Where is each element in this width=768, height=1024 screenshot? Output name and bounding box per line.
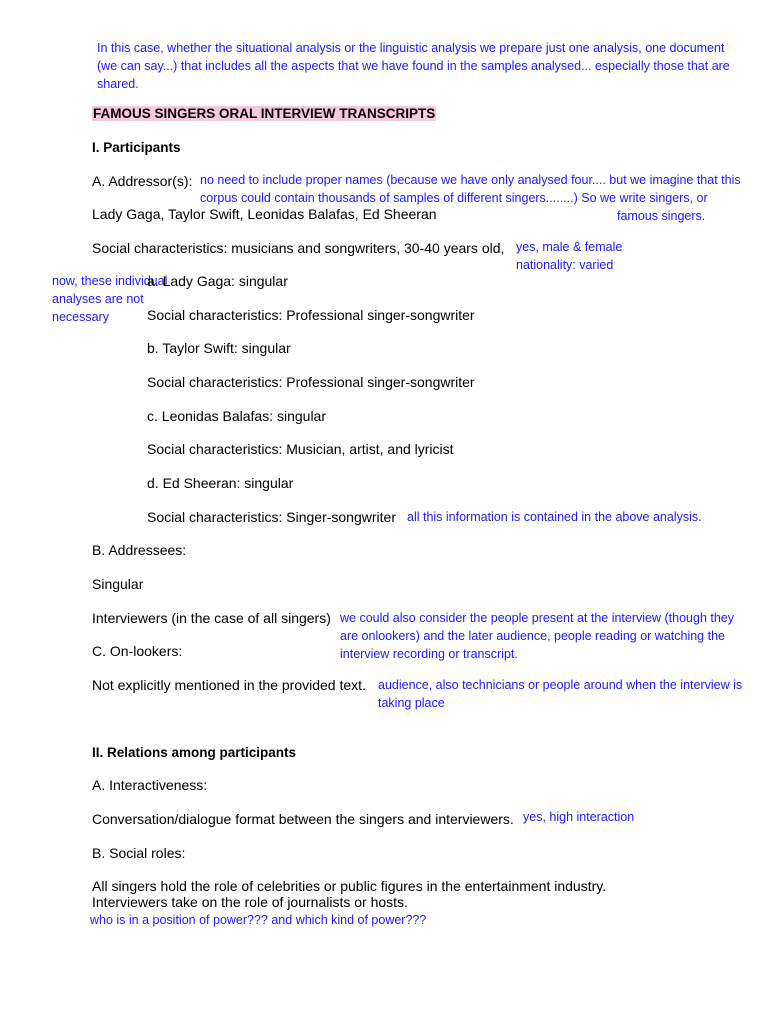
annotation-line: are onlookers) and the later audience, people reading or watching the (340, 629, 725, 643)
annotation-line: analyses are not (52, 292, 144, 306)
annotation-line: (we can say...) that includes all the aspects that we have found in the samples analysed... especially those that are (97, 59, 730, 73)
annotation-line: necessary (52, 310, 109, 324)
list-item: a. Lady Gaga: singular (147, 273, 288, 289)
annotation-line: we could also consider the people present at the interview (though they (340, 611, 734, 625)
list-item: b. Taylor Swift: singular (147, 340, 291, 356)
list-item: d. Ed Sheeran: singular (147, 475, 294, 491)
annotation-line: taking place (378, 696, 445, 710)
roles-line: Interviewers take on the role of journalists or hosts. (92, 894, 408, 910)
annotation-line: no need to include proper names (because we have only analysed four.... but we imagine that this (200, 173, 741, 187)
intro-annotation (97, 39, 757, 93)
social-characteristics-line: Social characteristics: musicians and songwriters, 30-40 years old, (92, 240, 505, 256)
onlookers-label: C. On-lookers: (92, 643, 183, 659)
contained-annotation: all this information is contained in the above analysis. (407, 510, 702, 524)
addressor-value: Lady Gaga, Taylor Swift, Leonidas Balafas, Ed Sheeran (92, 206, 437, 222)
annotation-line: now, these individual (52, 274, 168, 288)
addressees-label: B. Addressees: (92, 542, 187, 558)
addressees-value: Singular (92, 576, 144, 592)
annotation-line: In this case, whether the situational analysis or the linguistic analysis we prepare just one analysis, one document (97, 41, 725, 55)
document-title-text: FAMOUS SINGERS ORAL INTERVIEW TRANSCRIPTS (93, 106, 436, 121)
interaction-annotation: yes, high interaction (523, 810, 635, 824)
list-item: Social characteristics: Singer-songwriter (147, 509, 396, 525)
power-annotation: who is in a position of power??? and which kind of power??? (90, 913, 427, 927)
section-heading-relations: II. Relations among participants (92, 745, 297, 760)
annotation-line: nationality: varied (516, 258, 614, 272)
annotation-line: yes, male & female (516, 240, 623, 254)
onlookers-value: Not explicitly mentioned in the provided text. (92, 677, 366, 693)
list-item: c. Leonidas Balafas: singular (147, 408, 326, 424)
list-item: Social characteristics: Musician, artist, and lyricist (147, 441, 454, 457)
interactiveness-value: Conversation/dialogue format between the singers and interviewers. (92, 811, 514, 827)
annotation-line: shared. (97, 77, 139, 91)
annotation-line: audience, also technicians or people around when the interview is (378, 678, 743, 692)
list-item: Social characteristics: Professional singer-songwriter (147, 374, 475, 390)
gender-annotation (516, 238, 622, 274)
annotation-line: interview recording or transcript. (340, 647, 518, 661)
onlookers-annotation (340, 609, 760, 663)
list-item: Social characteristics: Professional singer-songwriter (147, 307, 475, 323)
document-title (92, 105, 436, 122)
roles-line: All singers hold the role of celebrities or public figures in the entertainment industry. (92, 878, 607, 894)
addressees-interviewers: Interviewers (in the case of all singers) (92, 610, 331, 626)
annotation-line: famous singers. (617, 209, 706, 223)
annotation-line: corpus could contain thousands of samples of different singers........) So we write singers, or (200, 191, 708, 205)
audience-annotation (378, 676, 763, 712)
section-heading-participants: I. Participants (92, 140, 181, 155)
social-roles-label: B. Social roles: (92, 845, 186, 861)
addressor-label: A. Addressor(s): (92, 173, 193, 189)
interactiveness-label: A. Interactiveness: (92, 777, 208, 793)
